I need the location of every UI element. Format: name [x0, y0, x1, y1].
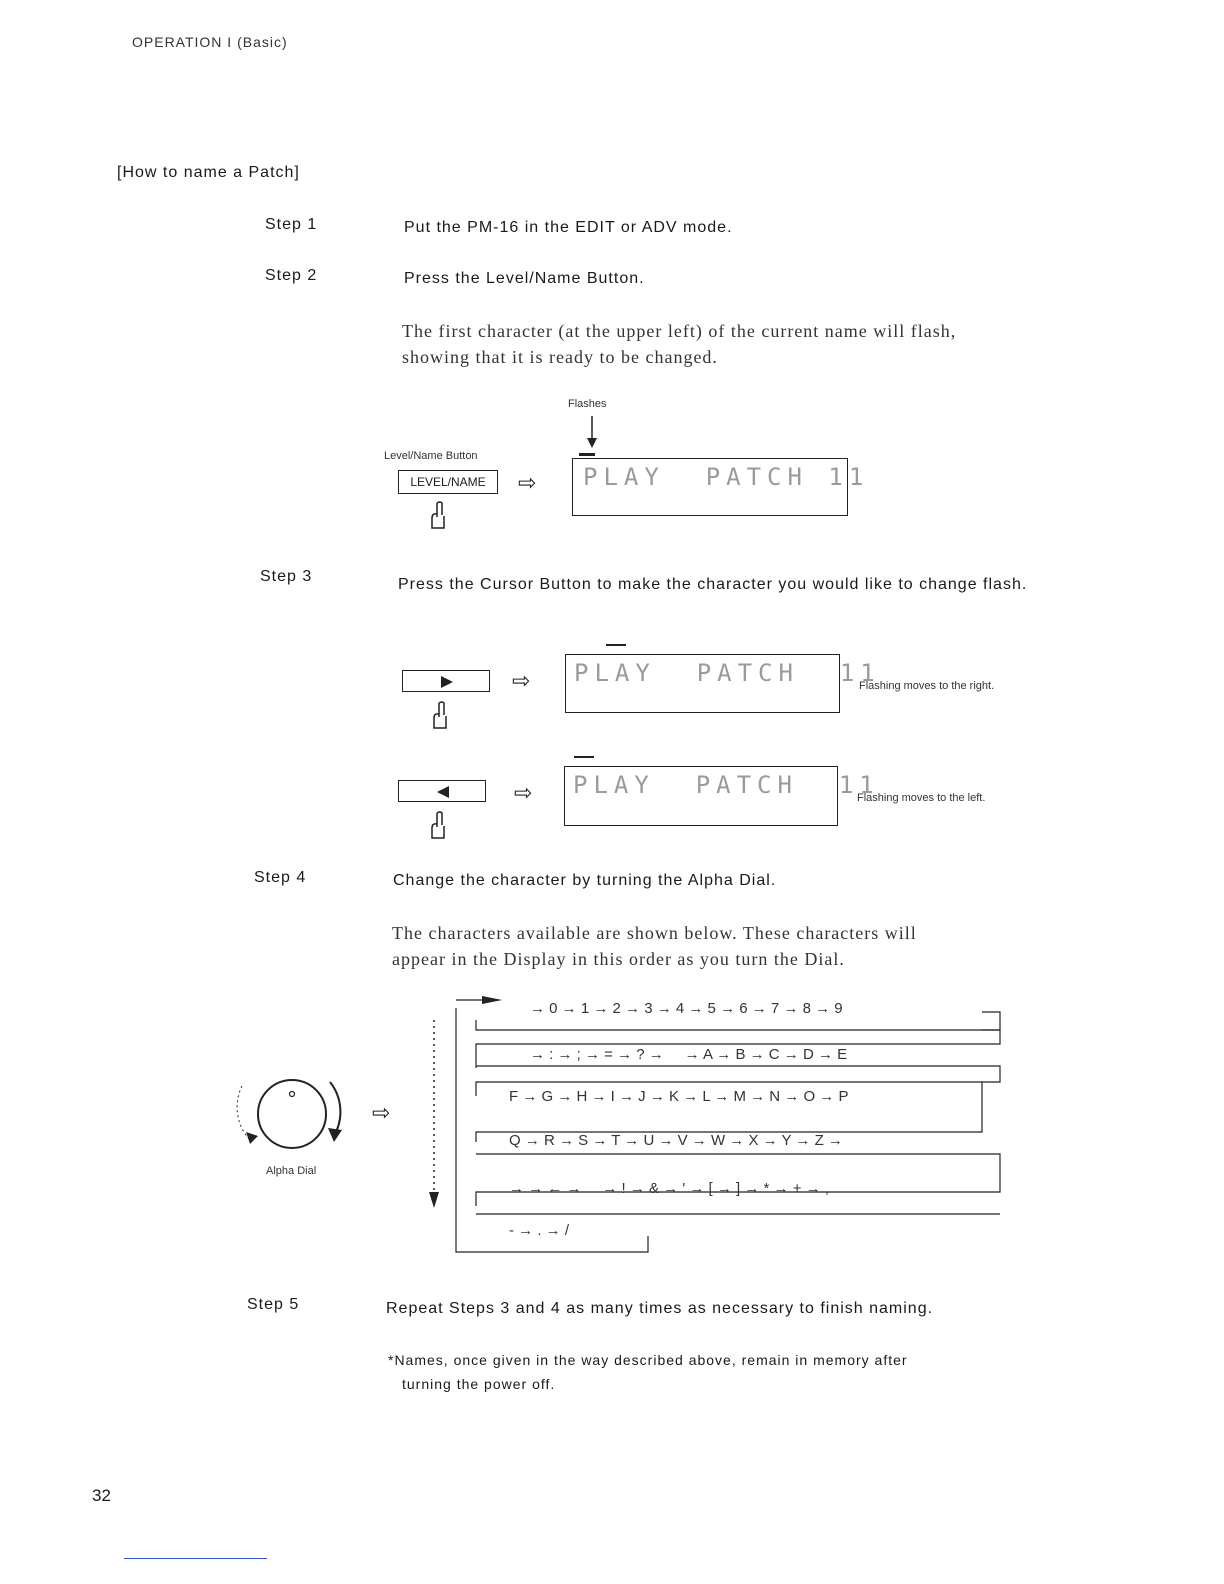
lcd-display-left-text: PLAY PATCH 11: [573, 771, 880, 799]
step-5-label: Step 5: [247, 1296, 300, 1313]
flashes-label: Flashes: [568, 398, 607, 410]
character-sequence-diagram: [452, 992, 1012, 1258]
left-triangle-icon: [435, 785, 451, 799]
char-row-1: → 0 → 1 → 2 → 3 → 4 → 5 → 6 → 7 → 8 → 9: [530, 1000, 843, 1017]
caption-flash-right: Flashing moves to the right.: [859, 680, 995, 692]
step-2-desc-line-2: showing that it is ready to be changed.: [402, 347, 718, 367]
flash-pointer-arrow: [582, 414, 602, 454]
step-4-desc-line-1: The characters available are shown below. These characters will: [392, 923, 917, 943]
note-line-2: turning the power off.: [402, 1376, 556, 1392]
lcd-display-right-text: PLAY PATCH 11: [574, 659, 881, 687]
step-1-text: Put the PM-16 in the EDIT or ADV mode.: [404, 219, 733, 236]
page-number: 32: [92, 1486, 111, 1505]
lcd-display-right: [565, 654, 881, 713]
finger-press-icon: [428, 500, 452, 534]
note-line-1: *Names, once given in the way described above, remain in memory after: [388, 1352, 908, 1368]
cursor-right-button[interactable]: [402, 670, 490, 692]
step-2-label: Step 2: [265, 267, 318, 284]
step-4-label: Step 4: [254, 869, 307, 886]
flash-indicator: [579, 453, 595, 456]
finger-press-icon: [428, 810, 452, 844]
flash-indicator: [574, 756, 594, 758]
lcd-display-1: [572, 458, 870, 516]
alpha-dial-icon: [226, 1072, 356, 1172]
step-3-text: Press the Cursor Button to make the character you would like to change flash.: [398, 576, 1028, 593]
step-5-text: Repeat Steps 3 and 4 as many times as necessary to finish naming.: [386, 1300, 934, 1317]
char-row-5: → → ← → → ! → & → ' → [ → ] → * → + → ,: [509, 1180, 829, 1197]
section-title: [How to name a Patch]: [117, 164, 300, 181]
char-row-2: → : → ; → = → ? → → A → B → C → D → E: [530, 1046, 848, 1063]
level-name-button-caption: Level/Name Button: [384, 450, 478, 462]
step-4-desc-line-2: appear in the Display in this order as you turn the Dial.: [392, 949, 845, 969]
right-triangle-icon: [439, 675, 455, 689]
alpha-dial-label: Alpha Dial: [266, 1165, 317, 1177]
char-row-4: Q → R → S → T → U → V → W → X → Y → Z →: [509, 1132, 843, 1149]
step-2-text: Press the Level/Name Button.: [404, 270, 645, 287]
running-header: OPERATION I (Basic): [132, 34, 288, 50]
double-arrow-icon: ⇨: [372, 1100, 391, 1125]
caption-flash-left: Flashing moves to the left.: [857, 792, 986, 804]
cursor-left-button[interactable]: [398, 780, 486, 802]
step-1-label: Step 1: [265, 216, 318, 233]
char-row-6: - → . → /: [509, 1222, 569, 1239]
level-name-button[interactable]: LEVEL/NAME: [398, 470, 498, 494]
double-arrow-icon: ⇨: [512, 668, 531, 693]
double-arrow-icon: ⇨: [514, 780, 533, 805]
char-row-3: F → G → H → I → J → K → L → M → N → O → P: [509, 1088, 849, 1105]
step-3-label: Step 3: [260, 568, 313, 585]
lcd-display-1-text: PLAY PATCH 11: [583, 463, 870, 491]
finger-press-icon: [430, 700, 454, 734]
turn-direction-arrow: [426, 1018, 442, 1210]
lcd-display-left: [564, 766, 880, 826]
footer-rule: [124, 1558, 267, 1559]
double-arrow-icon: ⇨: [518, 470, 537, 495]
step-2-desc-line-1: The first character (at the upper left) of the current name will flash,: [402, 321, 957, 341]
step-4-text: Change the character by turning the Alpha Dial.: [393, 872, 777, 889]
flash-indicator: [606, 644, 626, 646]
